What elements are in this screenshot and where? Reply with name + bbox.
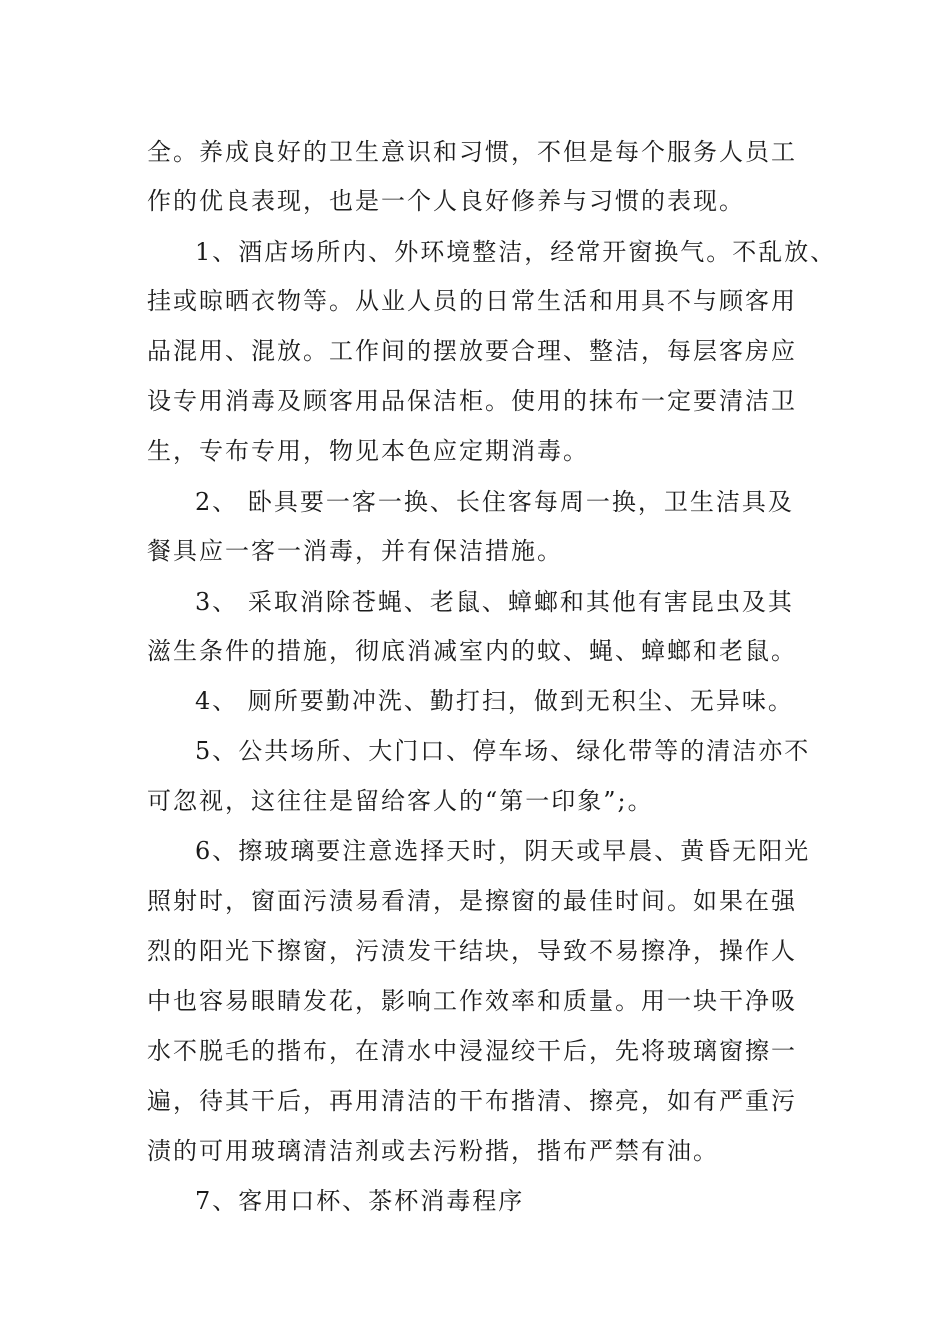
text-line: 餐具应一客一消毒，并有保洁措施。 [147, 537, 563, 565]
text-line: 中也容易眼睛发花，影响工作效率和质量。用一块干净吸 [147, 987, 797, 1015]
paragraph-5-line: 5、公共场所、大门口、停车场、绿化带等的清洁亦不 [195, 737, 811, 765]
text-line: 生，专布专用，物见本色应定期消毒。 [147, 437, 589, 465]
text-line: 照射时，窗面污渍易看清，是擦窗的最佳时间。如果在强 [147, 887, 797, 915]
paragraph-3-line: 3、 采取消除苍蝇、老鼠、蟑螂和其他有害昆虫及其 [195, 588, 794, 616]
text-line: 全。养成良好的卫生意识和习惯，不但是每个服务人员工 [147, 138, 797, 166]
paragraph-1-line: 1、酒店场所内、外环境整洁，经常开窗换气。不乱放、 [195, 238, 837, 266]
paragraph-4-line: 4、 厕所要勤冲洗、勤打扫，做到无积尘、无异味。 [195, 687, 794, 715]
paragraph-6-line: 6、擦玻璃要注意选择天时，阴天或早晨、黄昏无阳光 [195, 837, 811, 865]
text-line: 挂或晾晒衣物等。从业人员的日常生活和用具不与顾客用 [147, 287, 797, 315]
text-line: 可忽视，这往往是留给客人的“第一印象”;。 [147, 787, 654, 815]
paragraph-7-line: 7、客用口杯、茶杯消毒程序 [195, 1187, 525, 1215]
text-line: 烈的阳光下擦窗，污渍发干结块，导致不易擦净，操作人 [147, 937, 797, 965]
text-line: 渍的可用玻璃清洁剂或去污粉揩，揩布严禁有油。 [147, 1137, 719, 1165]
paragraph-2-line: 2、 卧具要一客一换、长住客每周一换，卫生洁具及 [195, 488, 794, 516]
text-line: 水不脱毛的揩布，在清水中浸湿绞干后，先将玻璃窗擦一 [147, 1037, 797, 1065]
text-line: 滋生条件的措施，彻底消减室内的蚊、蝇、蟑螂和老鼠。 [147, 637, 797, 665]
text-line: 遍，待其干后，再用清洁的干布揩清、擦亮，如有严重污 [147, 1087, 797, 1115]
text-line: 设专用消毒及顾客用品保洁柜。使用的抹布一定要清洁卫 [147, 387, 797, 415]
text-line: 作的优良表现，也是一个人良好修养与习惯的表现。 [147, 187, 745, 215]
text-line: 品混用、混放。工作间的摆放要合理、整洁，每层客房应 [147, 337, 797, 365]
